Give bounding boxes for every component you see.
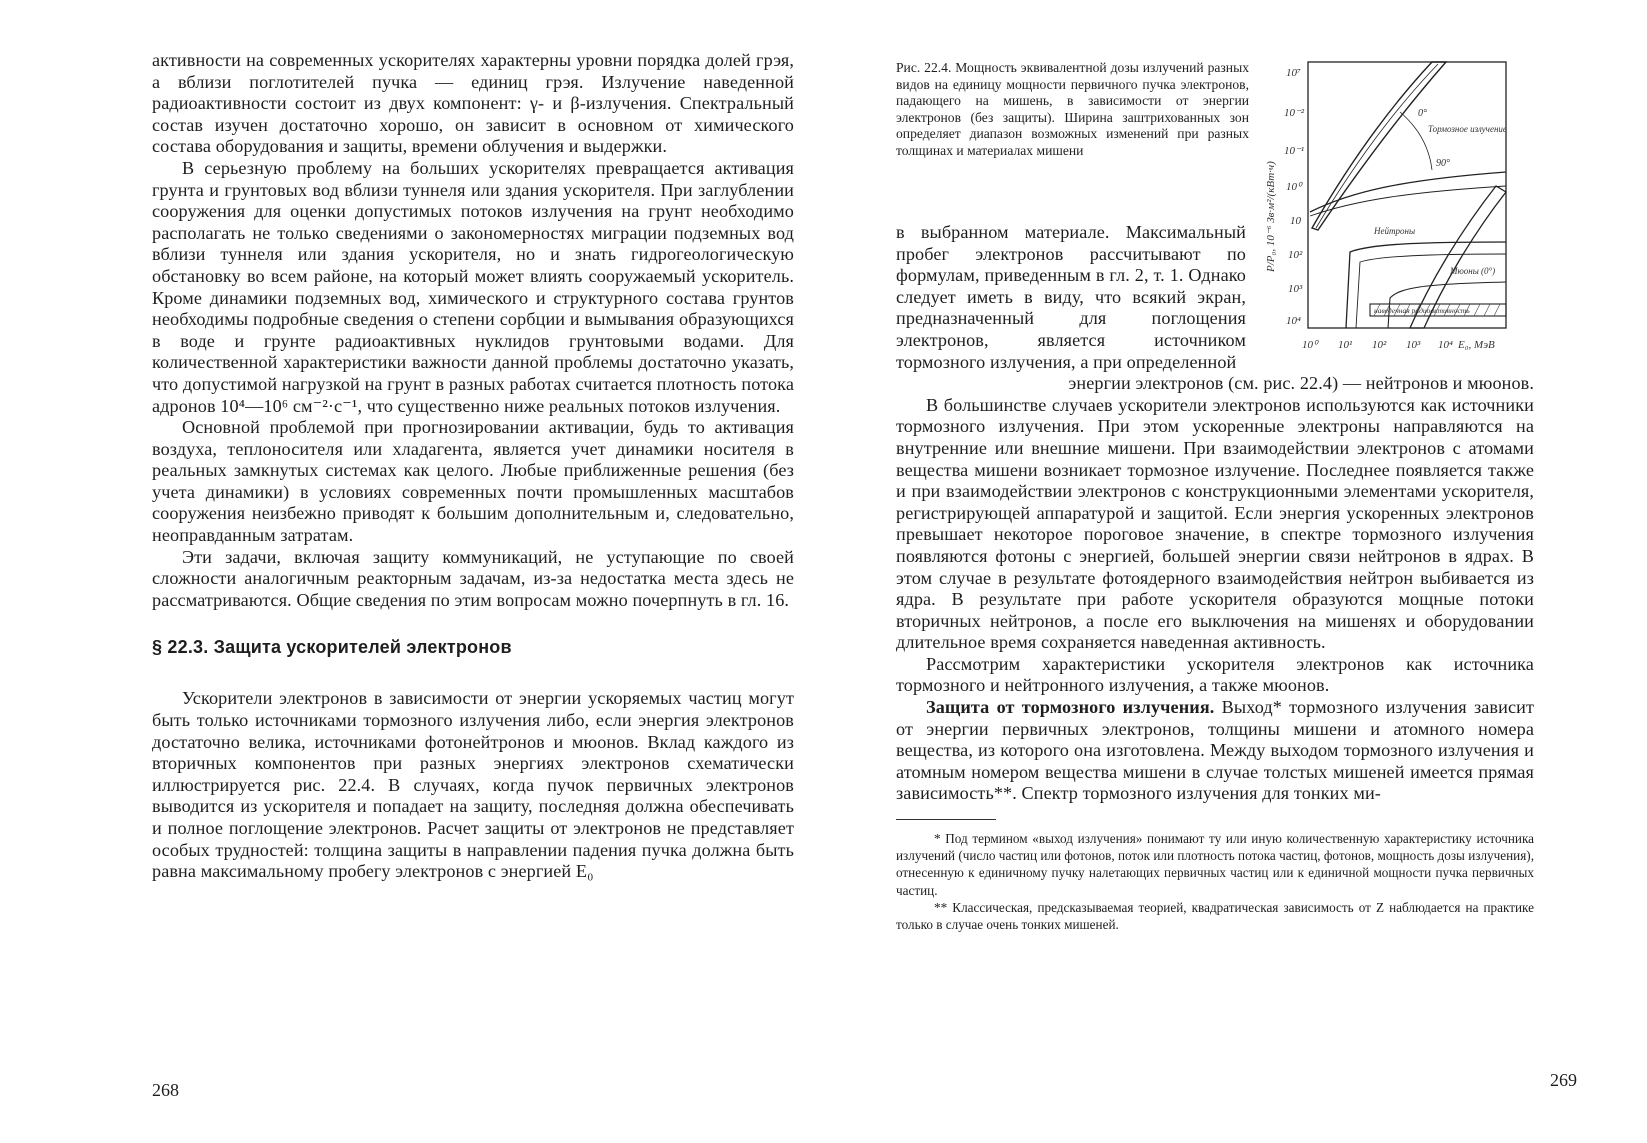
muon-curve	[1388, 282, 1506, 328]
x-tick-label: 10²	[1372, 339, 1387, 351]
y-tick-labels	[1284, 67, 1305, 327]
paragraph: В большинстве случаев ускорители электронов используются как источники тормозного излучения. При этом ускоренные электроны направляются на внутренние или внешние мишени. При взаимодействии электронов с атомами вещества мишени возникает тормозное излучение. Последнее появляется также и при взаимодействии электронов с конструкционными элементами ускорителя, регистрирующей аппаратурой и защитой. Если энергия ускоренных электронов превышает некоторое пороговое значение, в спектре тормозного излучения появляются фотоны с энергией, большей энергии связи нейтронов в ядрах. В этом случае в результате фотоядерного взаимодействия нейтрон выбивается из ядра. В результате при работе ускорителя образуются мощные потоки вторичных нейтронов, а после его выключения на мишенях и оборудовании длительное время сохраняется наведенная активность.	[896, 394, 1534, 653]
x-tick-label: 10³	[1406, 339, 1421, 351]
paragraph: Ускорители электронов в зависимости от энергии ускоряемых частиц могут быть только источниками тормозного излучения либо, если энергия электронов достаточно велика, источниками фотонейтронов и мюонов. Вклад каждого из вторичных компонентов при разных энергиях электронов схематически иллюстрируется рис. 22.4. В случаях, когда пучок первичных электронов выводится из ускорителя и попадает на защиту, последняя должна обеспечивать и полное поглощение электронов. Расчет защиты от электронов не представляет особых трудностей: толщина защиты в направлении падения пучка должна быть равна максимальному пробегу электронов с энергией E₀	[152, 688, 794, 882]
paragraph-text: Выход* тормозного излучения зависит от энергии первичных электронов, толщины мишени и атомного номера вещества, из которого она изготовлена. Между выходом тормозного излучения и атомным номером вещества мишени в случае толстых мишеней имеется прямая зависимость**. Спектр тормозного излучения для тонких ми-	[896, 697, 1534, 804]
angle-0-label: 0°	[1418, 108, 1427, 119]
muons-label: Мюоны (0°)	[1450, 266, 1496, 276]
angle-arc	[1400, 112, 1432, 170]
paragraph: Рассмотрим характеристики ускорителя электронов как источника тормозного и нейтронного излучения, а также мюонов.	[896, 653, 1534, 696]
right-page	[824, 0, 1647, 1143]
paragraph: активности на современных ускорителях характерны уровни порядка долей грэя, а вблизи поглотителей пучка — единиц грэя. Излучение наведенной радиоактивности состоит из двух компонент: γ- и β-излучения. Спектральный состав изучен достаточно хорошо, он зависит в основном от химического состава оборудования и защиты, времени облучения и выдержки.	[152, 50, 794, 157]
figure	[896, 60, 1534, 390]
figure-caption: Рис. 22.4. Мощность эквивалентной дозы излучений разных видов на единицу мощности первичного пучка электронов, падающего на мишень, в зависимости от энергии электронов (без защиты). Ширина заштрихованных зон определяет диапазон возможных изменений при разных толщинах и материалах мишени	[896, 60, 1249, 158]
paragraph: Эти задачи, включая защиту коммуникаций, не уступающие по своей сложности аналогичным реакторным задачам, из-за недостатка места здесь не рассматриваются. Общие сведения по этим вопросам можно почерпнуть в гл. 16.	[152, 546, 794, 610]
section-heading: § 22.3. Защита ускорителей электронов	[152, 637, 512, 658]
right-column	[896, 60, 1534, 933]
paragraph: Основной проблемой при прогнозировании активации, будь то активация воздуха, теплоносителя или хладагента, является учет динамики носителя в реальных замкнутых системах как целого. Любые приближенные решения (без учета динамики) в условиях современных почти промышленных масштабов сооружения неизбежно приводят к большим дополнительным и, следовательно, неоправданным затратам.	[152, 417, 794, 546]
bold-lead: Защита от тормозного излучения.	[926, 697, 1215, 718]
x-tick-label: 10⁴	[1438, 339, 1453, 351]
paragraph: В серьезную проблему на больших ускорителях превращается активация грунта и грунтовых вод вблизи туннеля или здания ускорителя. При заглублении сооружения для оценки допустимых потоков излучения на грунт необходимо располагать не только сведениями о закономерностях миграции подземных вод вблизи туннеля или здания ускорителя, но и знать гидрогеологическую обстановку во всем районе, на который может влиять сооружаемый ускоритель. Кроме динамики подземных вод, химического и структурного состава грунтов необходимы подробные сведения о степени сорбции и вымывания образующихся в воде и грунте радиоактивных нуклидов грунтовыми водами. Для количественной характеристики важности данной проблемы достаточно указать, что допустимой нагрузкой на грунт в разных работах считается плотность потока адронов 10⁴—10⁶ см⁻²·с⁻¹, что существенно ниже реальных потоков излучения.	[152, 157, 794, 416]
y-tick-label: 10⁻²	[1284, 107, 1305, 119]
paragraph: в выбранном материале. Максимальный пробег электронов рассчитывают по формулам, приведенным в гл. 2, т. 1. Однако следует иметь в виду, что всякий экран, предназначенный для поглощения электронов, является источником тормозного излучения, а при определенной	[896, 222, 1246, 372]
y-tick-label: 10⁷	[1286, 67, 1301, 79]
angle-90-label: 90°	[1436, 158, 1450, 169]
footnote: ** Классическая, предсказываемая теорией, квадратическая зависимость от Z наблюдается на практике только в случае очень тонких мишеней.	[896, 899, 1534, 933]
paragraph: энергии электронов (см. рис. 22.4) — нейтронов и мюонов.	[1068, 373, 1534, 394]
x-axis-unit: E₀, МэВ	[1458, 339, 1495, 351]
y-axis-label: P/P₀, 10⁻⁶ Зв·м²/(кВт·ч)	[1265, 161, 1277, 272]
x-tick-labels	[1302, 339, 1495, 351]
neutrons-label: Нейтроны	[1374, 226, 1416, 236]
paragraph	[896, 697, 1534, 805]
bremsstrahlung-90deg-curve	[1310, 172, 1506, 212]
x-tick-label: 10⁰	[1302, 339, 1318, 351]
y-tick-label: 10⁻¹	[1284, 145, 1305, 157]
y-tick-label: 10³	[1288, 283, 1303, 295]
y-tick-label: 10	[1290, 215, 1301, 227]
footnote: * Под термином «выход излучения» понимают ту или иную количественную характеристику источника излучений (число частиц или фотонов, поток или плотность потока частиц, фотонов, мощность дозы излучения), отнесенную к единичному пучку налетающих первичных частиц или к единичной мощности пучка первичных частиц.	[896, 831, 1534, 898]
bremsstrahlung-label: Тормозное излучение	[1428, 124, 1507, 134]
left-page	[0, 0, 823, 1143]
page-number: 269	[1550, 1070, 1577, 1090]
x-tick-label: 10¹	[1338, 339, 1353, 351]
footnote-divider	[896, 819, 996, 820]
dose-chart	[1260, 52, 1510, 357]
left-column	[152, 50, 794, 883]
y-tick-label: 10⁴	[1286, 315, 1301, 327]
y-tick-label: 10²	[1288, 249, 1303, 261]
induced-label: наведенная радиоактивность	[1374, 306, 1470, 315]
y-tick-label: 10⁰	[1286, 181, 1302, 193]
page-number: 268	[152, 1080, 179, 1100]
